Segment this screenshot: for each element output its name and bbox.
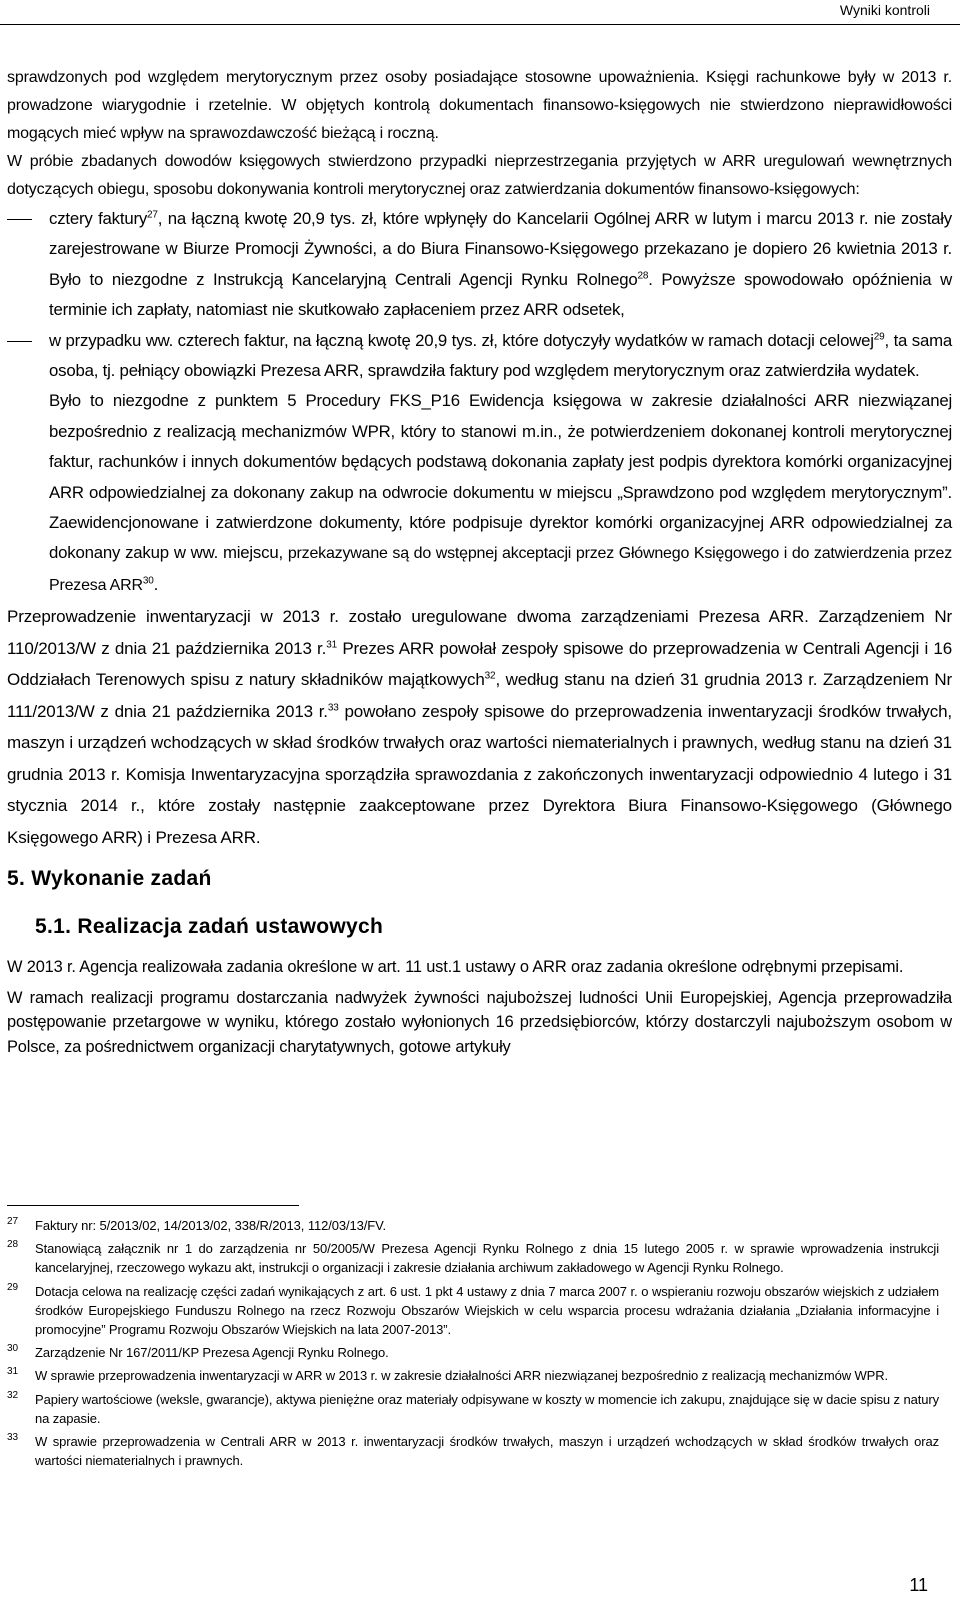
paragraph-verification: sprawdzonych pod względem merytorycznym przez osoby posiadające stosowne upoważnienia. Księgi rachunkowe były w 2013 r. prowadzone wiarygodnie i rzetelnie. W objętych kontrolą dokumentach finansowo-księgowych nie stwierdzono nieprawidłowości mogących mieć wpływ na sprawozdawczość bieżącą i roczną. bbox=[7, 69, 952, 142]
footnote-ref-32[interactable]: 32 bbox=[484, 670, 496, 682]
footnote-32: 32 Papiery wartościowe (weksle, gwarancje), aktywa pieniężne oraz materiały odpisywane w koszty w momencie ich zakupu, znajdujące się w dacie spisu z natury na zapasie. bbox=[7, 1389, 939, 1426]
footnote-31: 31 W sprawie przeprowadzenia inwentaryzacji w ARR w 2013 r. w zakresie działalności ARR niezwiązanej bezpośrednio z realizacją mechanizmów WPR. bbox=[7, 1366, 889, 1384]
page-number: 11 bbox=[909, 1575, 928, 1595]
dash-bullet bbox=[7, 341, 32, 342]
footnote-ref-28[interactable]: 28 bbox=[637, 270, 649, 282]
running-header-title: Wyniki kontroli bbox=[839, 2, 930, 18]
paragraph-sample-findings: W próbie zbadanych dowodów księgowych stwierdzono przypadki nieprzestrzegania przyjętych w ARR uregulowań wewnętrznych dotyczących obiegu, sposobu dokonywania kontroli merytorycznej oraz zatwierdzania dokumentów finansowo-księgowych: bbox=[7, 153, 952, 198]
footnote-ref-30[interactable]: 30 bbox=[142, 575, 154, 587]
header-rule bbox=[0, 24, 960, 25]
footnote-ref-33[interactable]: 33 bbox=[327, 702, 339, 714]
dash-bullet bbox=[7, 219, 32, 220]
footnote-ref-29[interactable]: 29 bbox=[873, 331, 885, 343]
footnote-ref-27[interactable]: 27 bbox=[147, 209, 158, 221]
subsection-heading: 5.1. Realizacja zadań ustawowych bbox=[35, 915, 384, 939]
footnote-29: 29 Dotacja celowa na realizację części zadań wynikających z art. 6 ust. 1 pkt 4 ustawy z dnia 7 marca 2007 r. o wspieraniu rozwoju obszarów wiejskich z udziałem środków Europejskiego Funduszu Rolnego na rzecz Rozwoju Obszarów Wiejskich w celu wsparcia procesu wdrażania działania „Działania informacyjne i promocyjne” Programu Rozwoju Obszarów Wiejskich na lata 2007-2013”. bbox=[7, 1281, 939, 1338]
main-content bbox=[7, 64, 952, 1059]
paragraph-inventory: Przeprowadzenie inwentaryzacji w 2013 r. zostało uregulowane dwoma zarządzeniami Prezesa ARR. Zarządzeniem Nr 110/2013/W z dnia 21 października 2013 r.$^{31}$ Prezes ARR powołał zespoły spisowe do przeprowadzenia w Centrali Agencji i 16 Oddziałach Terenowych spisu z natury składników majątkowych$^{32}$, według stanu na dzień 31 grudnia 2013 r. Zarządzeniem Nr 111/2013/W z dnia 21 października 2013 r.$^{33}$ powołano zespoły spisowe do przeprowadzenia inwentaryzacji środków trwałych, maszyn i urządzeń wchodzących w skład środków trwałych oraz wartości niematerialnych i prawnych, według stanu na dzień 31 grudnia 2013 r. Komisja Inwentaryzacyjna sporządziła sprawozdania z zakończonych inwentaryzacji odpowiednio 4 lutego i 31 stycznia 2014 r., które zostały następnie zaakceptowane przez Dyrektora Biura Finansowo-Księgowego (Głównego Księgowego ARR) i Prezesa ARR. bbox=[7, 607, 952, 847]
footnote-27: 27 Faktury nr: 5/2013/02, 14/2013/02, 338/R/2013, 112/03/13/FV. bbox=[7, 1216, 387, 1233]
list-item-approval: w przypadku ww. czterech faktur, na łączną kwotę 20,9 tys. zł, które dotyczyły wydatków w ramach dotacji celowej$^{29}$, ta sama osoba, tj. pełniący obowiązki Prezesa ARR, sprawdziła faktury pod względem merytorycznym oraz zatwierdziła wydatek. bbox=[7, 326, 952, 387]
list-item-invoices: cztery faktury$^{27}$, na łączną kwotę 20,9 tys. zł, które wpłynęły do Kancelarii Ogólnej ARR w lutym i marcu 2013 r. nie zostały zarejestrowane w Biurze Promocji Żywności, a do Biura Finansowo-Księgowego przekazano je dopiero 26 kwietnia 2013 r. Było to niezgodne z Instrukcją Kancelaryjną Centrali Agencji Rynku Rolnego$^{28}$. Powyższe spowodowało opóźnienia w terminie ich zapłaty, natomiast nie skutkowało zapłaceniem przez ARR odsetek, bbox=[7, 204, 952, 326]
paragraph-procedure: Było to niezgodne z punktem 5 Procedury FKS_P16 Ewidencja księgowa w zakresie działalności ARR niezwiązanej bezpośrednio z realizacją mechanizmów WPR, który to stanowi m.in., że potwierdzeniem dokonanej kontroli merytorycznej faktur, rachunków i innych dokumentów będących podstawą dokonania zapłaty jest podpis dyrektora komórki organizacyjnej ARR odpowiedzialnej za dokonany zakup na odwrocie dokumentu w miejscu „Sprawdzono pod względem merytorycznym”. Zaewidencjonowane i zatwierdzone dokumenty, które podpisuje dyrektor komórki organizacyjnej ARR odpowiedzialnej za dokonany zakup w ww. miejscu, przekazywane są do wstępnej akceptacji przez Głównego Księgowego i do zatwierdzenia przez Prezesa ARR$^{30}$. bbox=[49, 391, 952, 594]
page-header bbox=[0, 0, 960, 28]
section-heading: 5. Wykonanie zadań bbox=[7, 867, 212, 891]
footnote-30: 30 Zarządzenie Nr 167/2011/KP Prezesa Agencji Rynku Rolnego. bbox=[7, 1343, 389, 1361]
footnote-separator bbox=[7, 1205, 299, 1206]
footnote-ref-31[interactable]: 31 bbox=[326, 639, 338, 651]
footnotes bbox=[7, 1216, 939, 1474]
footnote-28: 28 Stanowiącą załącznik nr 1 do zarządzenia nr 50/2005/W Prezesa Agencji Rynku Rolnego z dnia 15 lutego 2005 r. w sprawie wprowadzenia instrukcji kancelaryjnej, rzeczowego wykazu akt, instrukcji o organizacji i zakresie działania archiwum zakładowego w Agencji Rynku Rolnego. bbox=[7, 1239, 939, 1276]
paragraph-tasks: W 2013 r. Agencja realizowała zadania określone w art. 11 ust.1 ustawy o ARR oraz zadania określone odrębnymi przepisami. bbox=[7, 958, 904, 977]
paragraph-food-program: W ramach realizacji programu dostarczania nadwyżek żywności najuboższej ludności Unii Europejskiej, Agencja przeprowadziła postępowanie przetargowe w wyniku, którego zostało wyłonionych 16 przedsiębiorców, którzy dostarczyli najuboższym osobom w Polsce, za pośrednictwem organizacji charytatywnych, gotowe artykuły bbox=[7, 988, 952, 1056]
footnote-33: 33 W sprawie przeprowadzenia w Centrali ARR w 2013 r. inwentaryzacji środków trwałych, maszyn i urządzeń wchodzących w skład środków trwałych oraz wartości niematerialnych i prawnych. bbox=[7, 1432, 939, 1469]
